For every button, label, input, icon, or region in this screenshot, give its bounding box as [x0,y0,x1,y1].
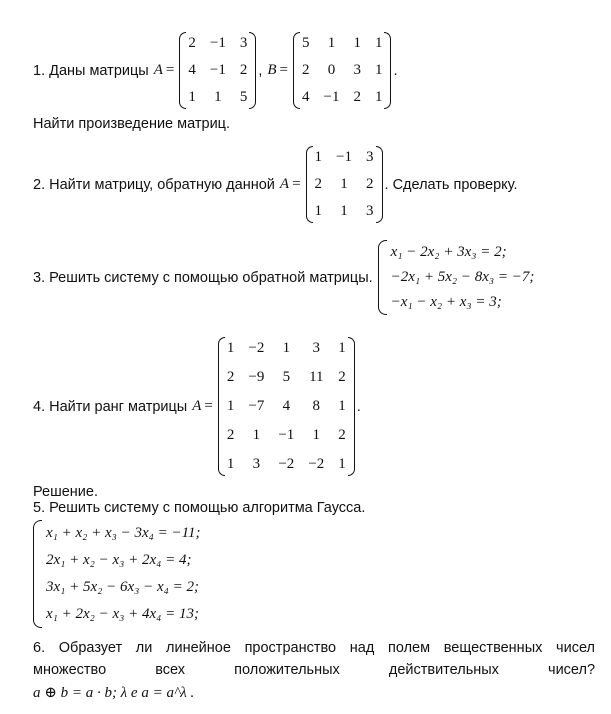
equation-line: −2x₁ + 5x₂ − 8x₃ = −7; [390,269,535,285]
matrix-cell: 1 [340,203,348,219]
equation-line: x₁ − 2x₂ + 3x₃ = 2; [390,244,507,260]
matrix-cell: 1 [338,456,346,472]
matrix-a-label: A [192,398,202,414]
matrix-cell: 2 [338,369,346,385]
matrix-cell: 1 [312,427,321,443]
equation-line: x₁ + 2x₂ − x₃ + 4x₄ = 13; [46,606,199,622]
problem-1 [33,32,595,134]
equals-sign: = [204,398,213,414]
matrix-cell: 3 [353,62,361,78]
problem-3 [33,240,595,315]
matrix-cell: 3 [312,340,321,356]
matrix-cell: 2 [302,62,310,78]
matrix-cell: 0 [327,62,336,78]
matrix-cell: 4 [188,62,196,78]
word: множество [33,662,107,678]
matrix-cell: 1 [252,427,261,443]
problem-2-tail: . Сделать проверку. [384,176,518,193]
word: всех [155,662,186,678]
matrix-cell: −1 [336,149,353,165]
matrix-cell: 2 [353,89,361,105]
matrix-cell: 2 [314,176,323,192]
matrix-cell: 3 [239,35,248,51]
matrix-a-label: A [279,176,290,192]
matrix-cell: 1 [282,340,291,356]
matrix-a-label: A [153,62,163,78]
matrix-cell: 1 [314,149,323,165]
problem-1-task: Найти произведение матриц. [33,116,230,132]
equation-line: 3x₁ + 5x₂ − 6x₃ − x₄ = 2; [46,579,199,595]
matrix-cell: 2 [226,427,235,443]
matrix-cell: 1 [226,398,235,414]
matrix-cell: 1 [214,89,222,105]
matrix-cell: 3 [366,203,374,219]
matrix-cell: 1 [353,35,361,51]
left-brace [378,240,387,315]
word: чисел? [548,662,596,678]
matrix-cell: −1 [209,35,226,51]
matrix-cell: 2 [239,62,248,78]
equation-line: −x₁ − x₂ + x₃ = 3; [390,294,502,310]
matrix-cell: 8 [312,398,321,414]
equation-system-5 [33,520,200,628]
matrix-cell: 1 [338,398,346,414]
problem-6-line-1: 6. Образует ли линейное пространство над полем вещественных чисел [33,640,595,656]
matrix-cell: −2 [278,456,295,472]
word: положительных [234,662,340,678]
matrix-cell: 4 [282,398,291,414]
matrix-cell: 2 [366,176,374,192]
matrix-b [293,32,391,109]
problem-5-text: 5. Решить систему с помощью алгоритма Гаусса. [33,500,366,516]
matrix-cell: −1 [209,62,226,78]
matrix-cell: 11 [309,369,324,385]
matrix-cell: 5 [239,89,248,105]
equation-line: x₁ + x₂ + x₃ − 3x₄ = −11; [46,525,201,541]
equation-system-3 [378,240,535,315]
problem-6-formula: a ⊕ b = a · b; λ e a = a^λ . [33,685,195,701]
problem-1-text: 1. Даны матрицы [33,62,149,79]
matrix-cell: 2 [338,427,346,443]
word: действительных [388,662,499,678]
matrix-cell: 1 [314,203,323,219]
matrix-cell: 2 [226,369,235,385]
end-mark: . [356,398,361,415]
matrix-cell: 1 [327,35,336,51]
equals-sign: = [292,176,301,192]
matrix-cell: 1 [226,456,235,472]
separator: , [258,62,263,79]
problem-4 [33,337,595,502]
problem-6 [33,637,595,705]
problem-5 [33,498,595,632]
equals-sign: = [165,62,175,78]
problem-4-text: 4. Найти ранг матрицы [33,398,188,415]
matrix-cell: −9 [248,369,265,385]
problem-2-text: 2. Найти матрицу, обратную данной [33,176,275,193]
problem-6-line-2 [33,659,595,681]
problem-3-text: 3. Решить систему с помощью обратной матрицы. [33,269,373,286]
matrix-cell: 4 [302,89,310,105]
matrix-cell: −1 [323,89,340,105]
matrix-cell: −7 [248,398,265,414]
matrix-cell: 1 [374,89,383,105]
left-brace [33,520,42,628]
matrix-cell: 1 [340,176,348,192]
matrix-inverse-target [306,146,383,223]
matrix-cell: 3 [252,456,261,472]
matrix-rank-target [218,337,355,476]
matrix-cell: −2 [248,340,265,356]
matrix-a [179,32,256,109]
matrix-cell: 5 [302,35,310,51]
end-mark: . [393,62,398,79]
matrix-cell: 1 [338,340,346,356]
matrix-cell: 1 [188,89,196,105]
equals-sign: = [279,62,288,78]
solution-label: Решение. [33,484,98,500]
matrix-cell: 1 [226,340,235,356]
matrix-cell: −2 [308,456,325,472]
matrix-cell: 5 [282,369,291,385]
equation-line: 2x₁ + x₂ − x₃ + 2x₄ = 4; [46,552,192,568]
problem-2 [33,146,595,223]
matrix-cell: 3 [366,149,374,165]
matrix-cell: 1 [374,62,383,78]
matrix-cell: −1 [278,427,295,443]
matrix-b-label: B [267,62,277,78]
matrix-cell: 1 [374,35,383,51]
matrix-cell: 2 [188,35,196,51]
